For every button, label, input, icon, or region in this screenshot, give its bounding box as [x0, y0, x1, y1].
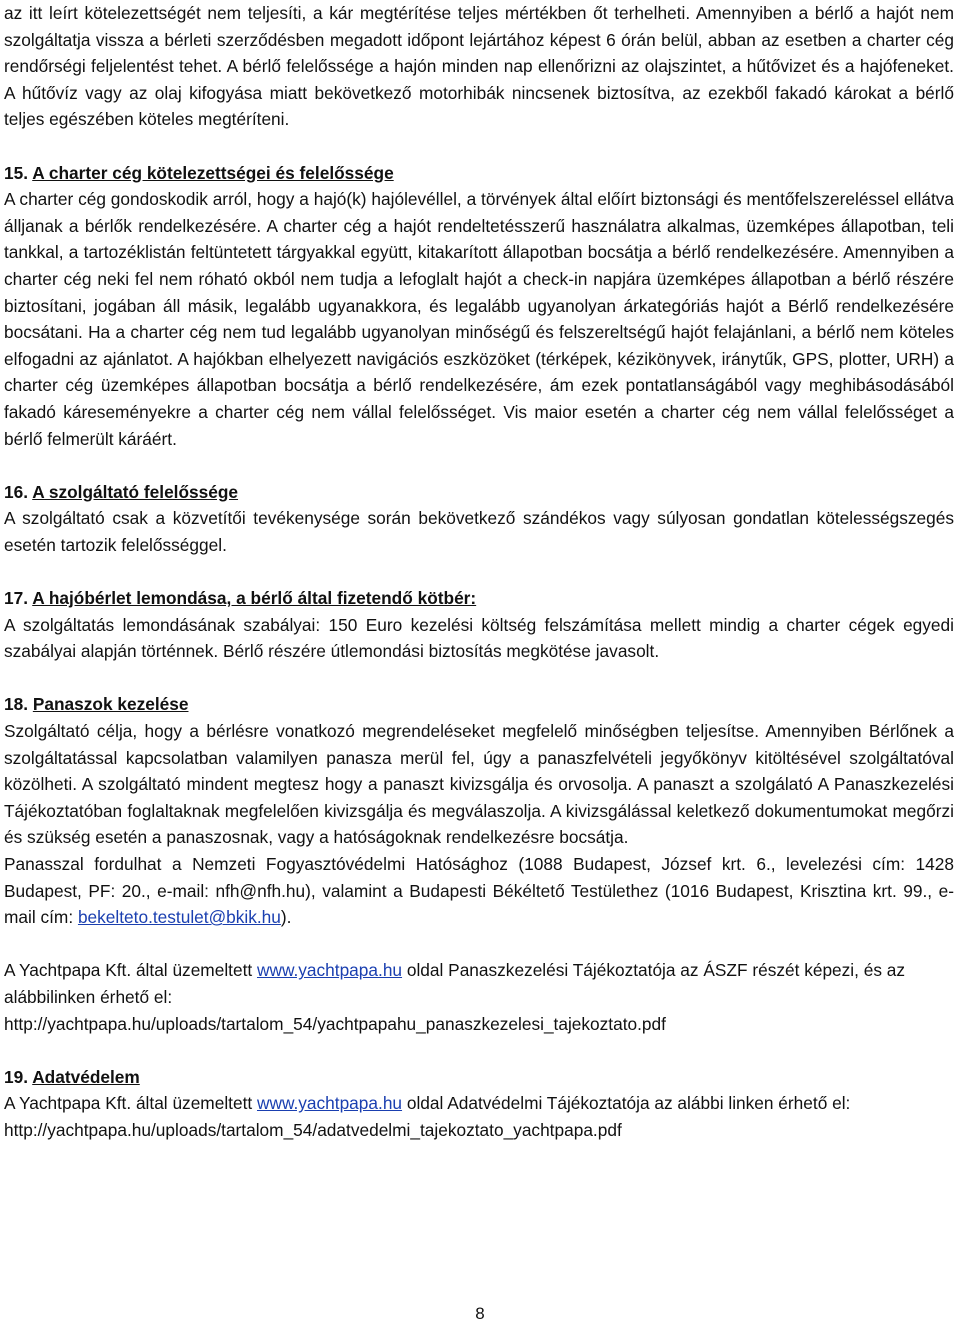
section-18-body-2-text: Panasszal fordulhat a Nemzeti Fogyasztóvédelmi Hatósághoz (1088 Budapest, József krt. 6., levelezési cím: 1428 Budapest, PF: 20., e-mail: nfh@nfh.hu), valamint a Budapesti Békéltető Testülethez (1016 Budapest, Krisztina krt. 99., e-mail cím:	[4, 854, 954, 928]
section-16-title: A szolgáltató felelőssége	[32, 481, 239, 502]
section-18-body-2	[4, 851, 954, 931]
section-18-body-2-end: ).	[280, 907, 292, 928]
section-15-number: 15.	[4, 162, 29, 183]
section-18-body-1: Szolgáltató célja, hogy a bérlésre vonatkozó megrendeléseket megfelelő minőségben teljesítse. Amennyiben Bérlőnek a szolgáltatással kapcsolatban valamilyen panasza merül fel, úgy a panaszfelvételi jegyőkönyv kitöltésével szolgáltatóval közölheti. A szolgáltató mindent megtesz hogy a panaszt kivizsgálja és orvosolja. A panaszt a szolgálató A Panaszkezelési Tájékoztatóban foglaltaknak megfelelően kivizsgálja és megválaszolja. A kivizsgálással keletkező dokumentumokat megőrzi és szükség esetén a panaszosnak, vagy a hatóságoknak rendelkezésre bocsátja.	[4, 721, 954, 848]
section-18-body-3-text: A Yachtpapa Kft. által üzemeltett	[4, 960, 257, 981]
adatvedelmi-url: http://yachtpapa.hu/uploads/tartalom_54/adatvedelmi_tajekoztato_yachtpapa.pdf	[4, 1119, 622, 1140]
yachtpapa-link-1[interactable]: www.yachtpapa.hu	[256, 960, 403, 981]
section-17-body: A szolgáltatás lemondásának szabályai: 150 Euro kezelési költség felszámítása mellett mindig a charter cégek egyedi szabályai alapján történnek. Bérlő részére útlemondási biztosítás megkötése javasolt.	[4, 614, 954, 662]
section-17-title: A hajóbérlet lemondása, a bérlő által fizetendő kötbér:	[32, 588, 477, 609]
section-17-number: 17.	[4, 588, 29, 609]
section-19-body	[4, 1090, 954, 1117]
section-18-title: Panaszok kezelése	[32, 694, 189, 715]
section-18-body-3-end: oldal Panaszkezelési Tájékoztatója az ÁSZF részét képezi, és az alábbilinken érhető el:	[4, 960, 906, 1007]
bekelteto-email-link[interactable]: bekelteto.testulet@bkik.hu	[77, 907, 281, 928]
section-19-body-end: oldal Adatvédelmi Tájékoztatója az alábbi linken érhető el:	[402, 1093, 851, 1114]
section-17-heading	[4, 585, 954, 612]
yachtpapa-link-2[interactable]: www.yachtpapa.hu	[256, 1093, 403, 1114]
document-page	[4, 0, 954, 1144]
section-15-title: A charter cég kötelezettségei és felelőssége	[32, 162, 394, 183]
section-18-number: 18.	[4, 694, 29, 715]
section-19-number: 19.	[4, 1066, 29, 1087]
section-18-body-3	[4, 957, 954, 1010]
intro-paragraph: az itt leírt kötelezettségét nem teljesíti, a kár megtérítése teljes mértékben őt terhelheti. Amennyiben a bérlő a hajót nem szolgáltatja vissza a bérleti szerződésben megadott időpont lejártához képest 6 órán belül, abban az esetben a charter cég rendőrségi feljelentést tehet. A bérlő felelőssége a hajón minden nap ellenőrizni az olajszintet, a hűtővizet és a hajófeneket. A hűtővíz vagy az olaj kifogyása miatt bekövetkező motorhibák nincsenek biztosítva, az ezekből fakadó károkat a bérlő teljes egészében köteles megtéríteni.	[4, 3, 954, 130]
section-16-body: A szolgáltató csak a közvetítői tevékenysége során bekövetkező szándékos vagy súlyosan gondatlan kötelességszegés esetén tartozik felelősséggel.	[4, 508, 954, 555]
section-15-body: A charter cég gondoskodik arról, hogy a hajó(k) hajólevéllel, a törvények által előírt biztonsági és mentőfelszereléssel ellátva álljanak a bérlők rendelkezésére. A charter cég a hajót rendeltetésszerű használatra alkalmas, üzemképes állapotban, teli tankkal, a tartozéklistán feltüntetett tárgyakkal együtt, kitakarított állapotban bocsátja a bérlő rendelkezésére. Amennyiben a charter cég neki fel nem róható okból nem tudja a lefoglalt hajót a check-in napjára üzemképes állapotban a bérlő részére biztosítani, jogában áll másik, legalább ugyanakkora, és legalább ugyanolyan árkategóriás hajót a Bérlő rendelkezésére bocsátani. Ha a charter cég nem tud legalább ugyanolyan minőségű és felszereltségű hajót felajánlani, a bérlő nem köteles elfogadni az ajánlatot. A hajókban elhelyezett navigációs eszközöket (térképek, kézikönyvek, iránytűk, GPS, plotter, URH) a charter cég üzemképes állapotban bocsátja a bérlő rendelkezésére, ám ezek pontatlanságából vagy meghibásodásából fakadó káreseményekre a charter cég nem vállal felelősséget. Vis maior esetén a charter cég nem vállal felelősséget a bérlő felmerült káráért.	[4, 189, 954, 449]
section-16-number: 16.	[4, 481, 29, 502]
section-16-heading	[4, 479, 954, 506]
section-15-heading	[4, 160, 954, 187]
section-19-title: Adatvédelem	[32, 1066, 140, 1087]
section-19-heading	[4, 1064, 954, 1091]
section-18-heading	[4, 691, 954, 718]
panaszkezelesi-url: http://yachtpapa.hu/uploads/tartalom_54/yachtpapahu_panaszkezelesi_tajekoztato.pdf	[4, 1013, 666, 1034]
page-number: 8	[475, 1304, 485, 1323]
section-19-body-text: A Yachtpapa Kft. által üzemeltett	[4, 1093, 257, 1114]
